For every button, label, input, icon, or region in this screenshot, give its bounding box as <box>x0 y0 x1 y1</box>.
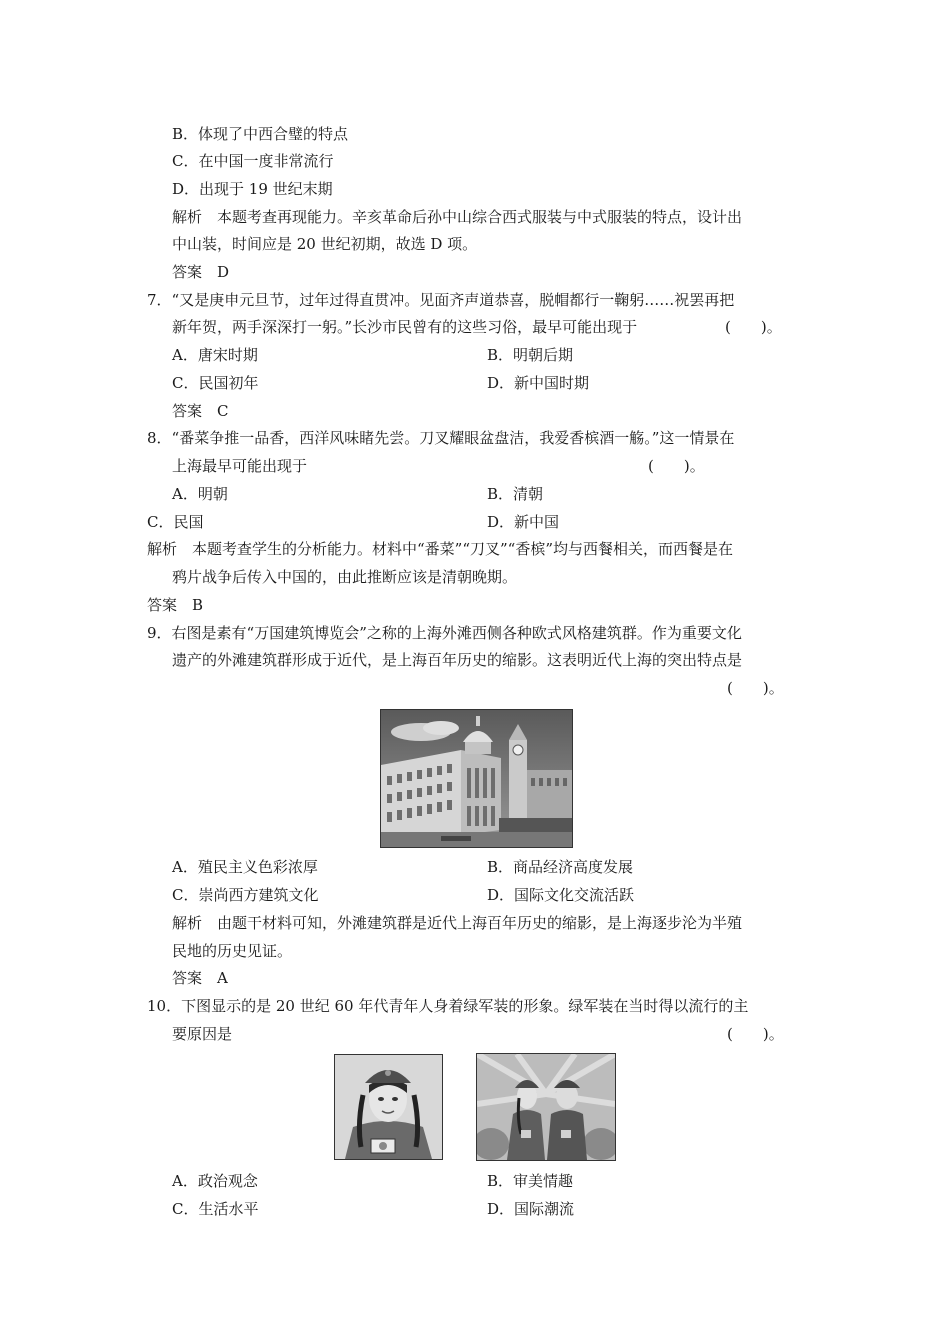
q8-analysis-line-1: 解析 本题考查学生的分析能力。材料中“番菜”“刀叉”“香槟”均与西餐相关，而西餐是在 <box>147 540 734 558</box>
q7-stem-line-2: 新年贺，两手深深打一躬。”长沙市民曾有的这些习俗，最早可能出现于 <box>172 318 638 336</box>
q7-option-b: B．明朝后期 <box>487 346 574 364</box>
green-uniform-girl-photo <box>334 1054 443 1160</box>
q7-option-d: D．新中国时期 <box>487 374 590 392</box>
q6-answer: 答案 D <box>172 263 230 281</box>
q6-analysis-line-1: 解析 本题考查再现能力。辛亥革命后孙中山综合西式服装与中式服装的特点，设计出 <box>172 208 743 226</box>
q8-analysis-line-2: 鸦片战争后传入中国的，由此推断应该是清朝晚期。 <box>172 568 518 586</box>
q9-stem-line-2: 遗产的外滩建筑群形成于近代，是上海百年历史的缩影。这表明近代上海的突出特点是 <box>172 651 743 669</box>
q9-answer: 答案 A <box>172 969 228 987</box>
q8-stem-line-1: 8．“番菜争推一品香，西洋风味睹先尝。刀叉耀眼盆盘洁，我爱香槟酒一觞。”这一情景在 <box>147 429 735 447</box>
q9-answer-blank: ( )。 <box>727 679 784 697</box>
q7-answer-blank: ( )。 <box>725 318 782 336</box>
q10-stem-line-1: 10．下图显示的是 20 世纪 60 年代青年人身着绿军装的形象。绿军装在当时得以流行的主 <box>147 997 749 1015</box>
q6-option-d: D．出现于 19 世纪末期 <box>172 180 333 198</box>
q8-answer: 答案 B <box>147 596 204 614</box>
q9-stem-line-1: 9．右图是素有“万国建筑博览会”之称的上海外滩西侧各种欧式风格建筑群。作为重要文化 <box>147 624 742 642</box>
q9-analysis-line-2: 民地的历史见证。 <box>172 942 293 960</box>
q10-option-c: C．生活水平 <box>172 1200 259 1218</box>
q10-option-d: D．国际潮流 <box>487 1200 575 1218</box>
q8-answer-blank: ( )。 <box>648 457 705 475</box>
q10-stem-line-2: 要原因是 <box>172 1025 233 1043</box>
q8-option-a: A．明朝 <box>172 485 228 503</box>
q10-answer-blank: ( )。 <box>727 1025 784 1043</box>
q6-analysis-line-2: 中山装，时间应是 20 世纪初期，故选 D 项。 <box>172 235 478 253</box>
q8-stem-line-2: 上海最早可能出现于 <box>172 457 308 475</box>
q8-option-d: D．新中国 <box>487 513 560 531</box>
q7-option-c: C．民国初年 <box>172 374 259 392</box>
q10-option-a: A．政治观念 <box>172 1172 258 1190</box>
q9-analysis-line-1: 解析 由题干材料可知，外滩建筑群是近代上海百年历史的缩影，是上海逐步沦为半殖 <box>172 914 743 932</box>
q7-stem-line-1: 7．“又是庚申元旦节，过年过得直贯冲。见面齐声道恭喜，脱帽都行一鞠躬……祝罢再把 <box>147 291 735 309</box>
q6-option-b: B．体现了中西合璧的特点 <box>172 125 349 143</box>
q8-option-c: C．民国 <box>147 513 204 531</box>
q7-option-a: A．唐宋时期 <box>172 346 258 364</box>
q6-option-c: C．在中国一度非常流行 <box>172 152 334 170</box>
q9-option-b: B．商品经济高度发展 <box>487 858 634 876</box>
bund-buildings-photo <box>380 709 573 848</box>
q8-option-b: B．清朝 <box>487 485 544 503</box>
green-uniform-couple-photo <box>476 1053 616 1161</box>
q9-option-a: A．殖民主义色彩浓厚 <box>172 858 318 876</box>
q10-option-b: B．审美情趣 <box>487 1172 574 1190</box>
q9-option-d: D．国际文化交流活跃 <box>487 886 635 904</box>
q7-answer: 答案 C <box>172 402 229 420</box>
q9-option-c: C．崇尚西方建筑文化 <box>172 886 319 904</box>
